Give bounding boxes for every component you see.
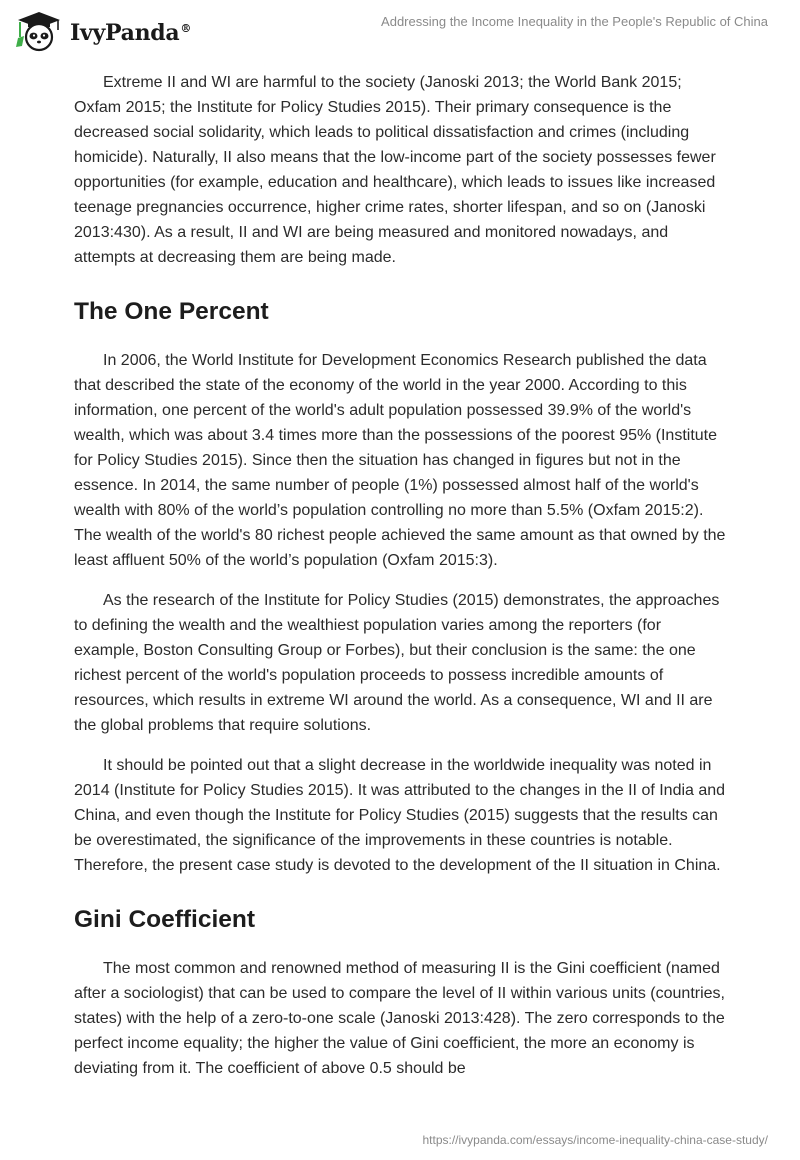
paragraph-wider-2006: In 2006, the World Institute for Development Economics Research published the data that described the state of the economy of the world in the year 2000. According to this information, one percent of the world's adult population possessed 39.9% of the world's wealth, which was about 3.4 times more than the possessions of the poorest 95% (Institute for Policy Studies 2015). Since then the situation has changed in figures but not in the essence. In 2014, the same number of people (1%) possessed almost half of the world's wealth with 80% of the world’s population controlling no more than 5.5% (Oxfam 2015:2). The wealth of the world's 80 richest people achieved the same amount as that owned by the least affluent 50% of the world’s population (Oxfam 2015:3). xyxy=(74,352,726,569)
paragraph-decrease-2014: It should be pointed out that a slight decrease in the worldwide inequality was noted in 2014 (Institute for Policy Studies 2015). It was attributed to the changes in the II of India and China, and even though the Institute for Policy Studies (2015) suggests that the results can be overestimated, the significance of the improvements in these countries is notable. Therefore, the present case study is devoted to the development of the II situation in China. xyxy=(74,757,726,874)
paragraph-harm: Extreme II and WI are harmful to the society (Janoski 2013; the World Bank 2015; Oxfam 2015; the Institute for Policy Studies 2015). Their primary consequence is the decreased social solidarity, which leads to political dissatisfaction and crimes (including homicide). Naturally, II also means that the low-income part of the society possesses fewer opportunities (for example, education and healthcare), which leads to issues like increased teenage pregnancies occurrence, higher crime rates, shorter lifespan, and so on (Janoski 2013:430). As a result, II and WI are being measured and monitored nowadays, and attempts at decreasing them are being made. xyxy=(74,74,716,266)
ivypanda-logo[interactable] xyxy=(14,10,191,52)
paragraph-gini-method: The most common and renowned method of measuring II is the Gini coefficient (named after a sociologist) that can be used to compare the level of II within various units (countries, states) with the help of a zero-to-one scale (Janoski 2013:428). The zero corresponds to the perfect income equality; the higher the value of Gini coefficient, the more an economy is deviating from it. The coefficient of above 0.5 should be xyxy=(74,960,725,1077)
page-header xyxy=(0,0,800,66)
article-body xyxy=(74,70,728,1096)
panda-icon xyxy=(14,10,64,52)
paragraph-ips-research: As the research of the Institute for Policy Studies (2015) demonstrates, the approaches to defining the wealth and the wealthiest population varies among the reporters (for example, Boston Consulting Group or Forbes), but their conclusion is the same: the one richest percent of the world's population proceeds to possess incredible amounts of resources, which results in extreme WI around the world. As a consequence, WI and II are the global problems that require solutions. xyxy=(74,592,720,734)
brand-name: IvyPanda® xyxy=(70,20,192,46)
heading-one-percent: The One Percent xyxy=(74,298,269,325)
heading-gini-coefficient: Gini Coefficient xyxy=(74,906,256,933)
source-url-link[interactable]: https://ivypanda.com/essays/income-inequality-china-case-study/ xyxy=(422,1133,768,1147)
document-title: Addressing the Income Inequality in the People's Republic of China xyxy=(381,14,768,29)
